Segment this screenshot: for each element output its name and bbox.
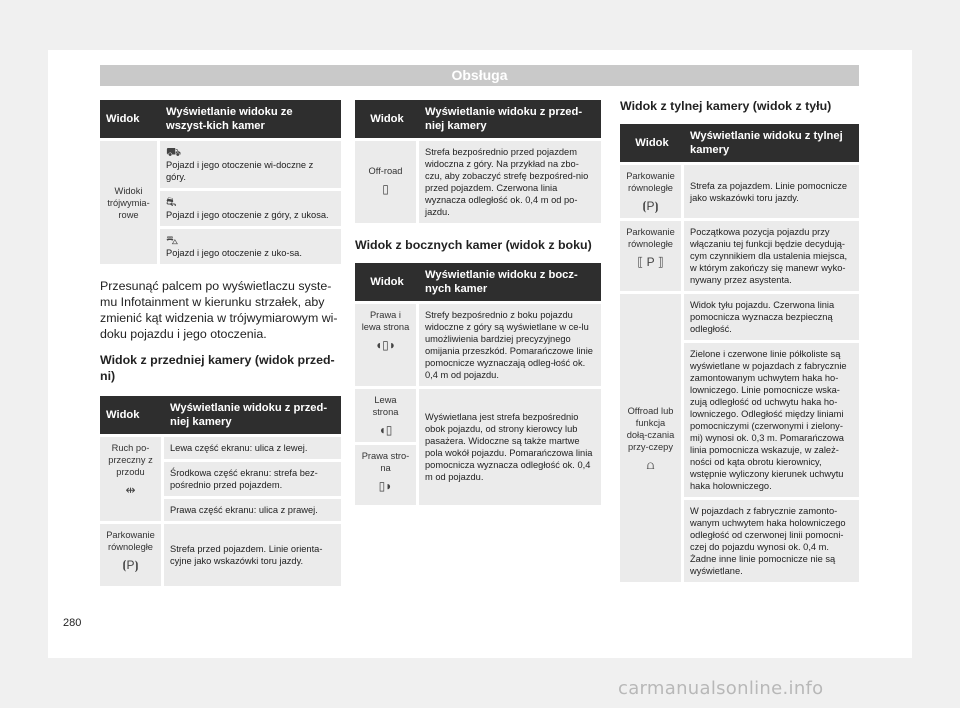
table-row xyxy=(355,386,601,442)
view-label-text: Lewa strona xyxy=(372,395,399,417)
table-header-desc: Wyświetlanie widoku z przed-niej kamery xyxy=(164,396,341,434)
row-desc: Pojazd i jego otoczenie z góry, z ukosa. xyxy=(166,210,329,220)
view-label xyxy=(100,521,164,586)
table-cell: Zielone i czerwone linie półkoliste są wyświetlane w pojazdach z fabrycznie zamontowanym uchwytem haka ho-lowniczego. Linie pomocnicze wska-zują odległość od uchwytu haka ho-lowniczego. Odległość między liniami pomocniczymi (czerwonymi i zielony-mi) wynosi ok. 0,3 m. Pomarańczowa linia pomocnicza wskazuje, w zależ-ności od kąta obrotu kierownicy, wstępnie wyliczony kierunek uchwytu haka holowniczego. xyxy=(684,340,859,497)
view-label-text: Parkowanie równoległe xyxy=(106,530,155,552)
table-header-view: Widok xyxy=(355,100,419,138)
table-header-view: Widok xyxy=(100,100,160,138)
column-right xyxy=(620,98,859,582)
table-header-view: Widok xyxy=(100,396,164,434)
table-row xyxy=(355,301,601,386)
table-cell xyxy=(160,188,341,226)
view-label-text: Offroad lub funkcja dołą-czania przy-czepy xyxy=(626,405,675,452)
table-row xyxy=(620,291,859,340)
table-cell: Widok tyłu pojazdu. Czerwona linia pomocnicza wyznacza bezpieczną odległość. xyxy=(684,291,859,340)
left-side-icon: ◖▯ xyxy=(378,423,393,437)
table-row xyxy=(100,434,341,459)
car-side-icon: ⛍ xyxy=(166,233,179,247)
table-header-desc: Wyświetlanie widoku z przed-niej kamery xyxy=(419,100,601,138)
view-label-text: Prawa stro-na xyxy=(361,451,410,473)
table-cell: Strefy bezpośrednio z boku pojazdu widoczne z góry są wyświetlane w ce-lu umożliwienia bardziej precyzyjnego omijania przeszkód. Pomarańczowe linie pomocnicze wyznaczają odleg-łość ok. 0,4 m od pojazdu. xyxy=(419,301,601,386)
view-label xyxy=(620,218,684,291)
table-row xyxy=(355,138,601,223)
column-left xyxy=(100,100,341,586)
column-middle xyxy=(355,100,601,505)
offroad-icon: ▯ xyxy=(382,182,389,196)
right-side-icon: ▯◗ xyxy=(378,479,393,493)
car-angled-icon: ⛐ xyxy=(166,195,177,209)
row-desc: Pojazd i jego otoczenie z uko-sa. xyxy=(166,248,302,258)
section-heading-side: Widok z bocznych kamer (widok z boku) xyxy=(355,238,592,252)
table-row xyxy=(100,521,341,586)
table-cell: Strefa przed pojazdem. Linie orienta-cyjne jako wskazówki toru jazdy. xyxy=(164,521,341,586)
table-cell: Strefa za pojazdem. Linie pomocnicze jako wskazówki toru jazdy. xyxy=(684,162,859,218)
view-label xyxy=(355,138,419,223)
view-label xyxy=(100,434,164,521)
table-row xyxy=(620,162,859,218)
all-cameras-table xyxy=(100,100,341,264)
view-label xyxy=(355,386,419,442)
watermark: carmanualsonline.info xyxy=(618,678,824,699)
parallel-parking-icon: ⟦ P ⟧ xyxy=(637,255,664,269)
table-row xyxy=(100,138,341,188)
view-label-text: Prawa i lewa strona xyxy=(361,310,410,332)
view-label xyxy=(355,301,419,386)
parking-icon: ⦗P⦘ xyxy=(642,199,659,213)
view-label xyxy=(620,291,684,582)
table-cell: Prawa część ekranu: ulica z prawej. xyxy=(164,496,341,521)
trailer-hitch-icon: ⩍ xyxy=(646,457,655,472)
section-heading-front: Widok z przedniej kamery (widok przed-ni) xyxy=(100,353,335,383)
cross-traffic-icon: ⇹ xyxy=(125,483,136,497)
view-label-text: Ruch po-przeczny z przodu xyxy=(108,443,153,477)
section-heading-rear: Widok z tylnej kamery (widok z tyłu) xyxy=(620,99,832,113)
table-row xyxy=(620,218,859,291)
table-header-desc: Wyświetlanie widoku z tylnej kamery xyxy=(684,124,859,162)
both-sides-icon: ◖▯◗ xyxy=(374,338,397,352)
table-cell xyxy=(160,226,341,264)
page-number: 280 xyxy=(63,617,82,629)
rear-camera-table xyxy=(620,124,859,582)
view-label xyxy=(620,162,684,218)
table-header-desc: Wyświetlanie widoku ze wszyst-kich kamer xyxy=(160,100,341,138)
table-cell: Środkowa część ekranu: strefa bez-pośrednio przed pojazdem. xyxy=(164,459,341,496)
view-label: Widoki trójwymia-rowe xyxy=(100,138,160,264)
front-camera-table-cont xyxy=(355,100,601,223)
table-cell: Strefa bezpośrednio przed pojazdem widoczna z góry. Na przykład na zbo-czu, aby zobaczyć strefę bezpośred-nio przed pojazdem. Czerwona linia wyznacza odległość ok. 0,4 m od po-jazdu. xyxy=(419,138,601,223)
view-label-text: Off-road xyxy=(368,166,403,176)
view-label-text: Parkowanie równoległe xyxy=(626,171,675,193)
view-label-text: Parkowanie równoległe xyxy=(626,227,675,249)
parking-icon: ⦗P⦘ xyxy=(122,558,139,572)
table-cell: Początkowa pozycja pojazdu przy włączaniu tej funkcji będzie decydują-cym czynnikiem dla ustalenia miejsca, w którym zakończy się manewr wyko-nywany przez asystenta. xyxy=(684,218,859,291)
view-label xyxy=(355,442,419,505)
instruction-paragraph: Przesunąć palcem po wyświetlaczu syste-mu Infotainment w kierunku strzałek, aby zmienić kąt widzenia w trójwymiarowym wi-doku pojazdu i jego otoczenia. xyxy=(100,279,338,341)
row-desc: Pojazd i jego otoczenie wi-doczne z góry. xyxy=(166,160,314,182)
table-cell: Wyświetlana jest strefa bezpośrednio obok pojazdu, od strony kierowcy lub pasażera. Widoczne są także martwe pola wokół pojazdu. Pomarańczowa linia pomocnicza wyznacza odległość ok. 0,4 m od pojazdu. xyxy=(419,386,601,505)
table-cell xyxy=(160,138,341,188)
front-camera-table xyxy=(100,396,341,586)
side-camera-table xyxy=(355,263,601,505)
table-header-desc: Wyświetlanie widoku z bocz-nych kamer xyxy=(419,263,601,301)
car-top-icon: ⛟ xyxy=(166,145,182,159)
table-cell: W pojazdach z fabrycznie zamonto-wanym uchwytem haka holowniczego odległość od czerwonej linii pomocni-czej do pojazdu wynosi ok. 0,4 m. Żadne inne linie pomocnicze nie są wyświetlane. xyxy=(684,497,859,582)
table-header-view: Widok xyxy=(355,263,419,301)
table-header-view: Widok xyxy=(620,124,684,162)
table-cell: Lewa część ekranu: ulica z lewej. xyxy=(164,434,341,459)
page-header: Obsługa xyxy=(100,65,859,86)
